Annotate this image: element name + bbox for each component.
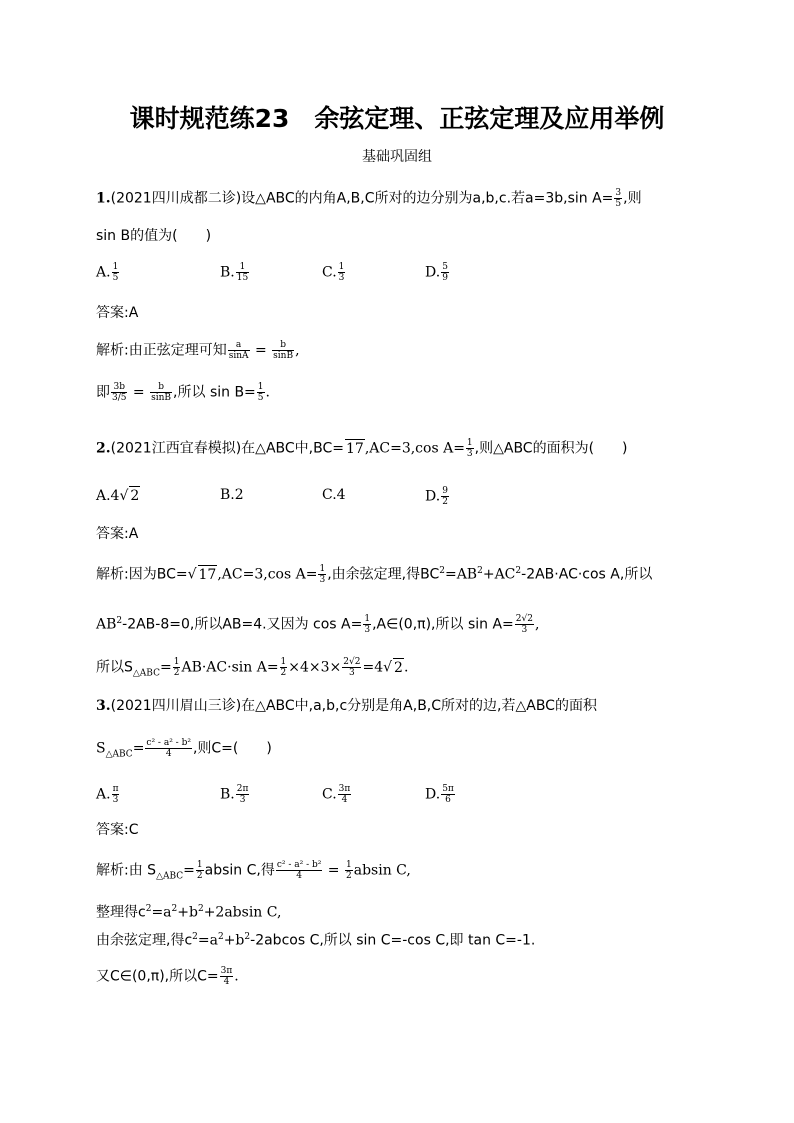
q2-option-c: C.4 xyxy=(322,487,346,503)
q3-explanation-line2: 整理得$c^2=a^2+b^2+2absin$ C, xyxy=(96,904,282,921)
q1-stem-end: ,则 xyxy=(623,190,642,207)
q1-option-d: D. $\frac{5}{9}$ xyxy=(425,262,448,283)
section-subtitle: 基础巩固组 xyxy=(362,149,432,165)
q1-option-c: C. $\frac{1}{3}$ xyxy=(322,262,345,283)
q1-answer: 答案:A xyxy=(96,305,139,321)
q3-explanation-line1: 解析:由 $S_{\triangle ABC}=$ $\frac{1}{2}$ absin C,得 $\frac{\text{c² - a² - b²}}{4}$ = $\frac{1}{2}$ absin C, xyxy=(96,860,411,882)
q1-stem-line1 xyxy=(96,188,642,209)
q3-stem-line2: $S_{\triangle ABC}=$ $\frac{\text{c² - a² - b²}}{4}$ ,则C=( ) xyxy=(96,738,272,760)
q1-stem-text: (2021四川成都二诊)设△ABC的内角A,B,C所对的边分别为a,b,c.若a=3b,sin A= xyxy=(110,190,614,207)
q3-option-c: C. $\frac{3\pi}{4}$ xyxy=(322,784,351,805)
page-title: 课时规范练23 余弦定理、正弦定理及应用举例 xyxy=(129,104,665,133)
q3-explanation-line3: 由余弦定理,得$c^2=a^2+b^2-2abcos$ C,所以 sin C=-cos C,即 tan C=-1. xyxy=(96,932,536,949)
q1-explanation-line2: 即 $\frac{3b}{3/5}$ = $\frac{b}{\sin B}$ ,所以 sin B= $\frac{1}{5}$ . xyxy=(96,382,270,403)
q1-stem-line2: sin B的值为( ) xyxy=(96,228,212,244)
q3-explanation-line4: 又C∈(0,π),所以C= $\frac{3\pi}{4}$ . xyxy=(96,966,239,987)
q2-explanation-line1: 解析:因为BC=√ 17,AC=3,cos A= $\frac{1}{3}$ ,由余弦定理,得$BC^2=AB^2+AC^2-2AB\cdot AC\cdot\cos$ A,所以 xyxy=(96,564,653,586)
q2-stem: 2.(2021江西宜春模拟)在△ABC中,BC= 17,AC=3,cos A= $\frac{1}{3}$ ,则△ABC的面积为( ) xyxy=(96,438,628,459)
q1-fraction: $\frac{3}{5}$ xyxy=(615,188,622,209)
q2-option-b: B.2 xyxy=(220,487,244,503)
q3-option-a: A. $\frac{\pi}{3}$ xyxy=(96,784,119,805)
q1-number: 1. xyxy=(96,190,111,207)
q1-option-b: B. $\frac{1}{15}$ xyxy=(220,262,249,283)
q3-option-b: B. $\frac{2\pi}{3}$ xyxy=(220,784,249,805)
q3-option-d: D. $\frac{5\pi}{6}$ xyxy=(425,784,454,805)
q3-answer: 答案:C xyxy=(96,822,139,838)
q1-explanation-line1: 解析:由正弦定理可知 $\frac{a}{\sin A}$ = $\frac{b}{\sin B}$ , xyxy=(96,340,300,361)
q2-option-d: D. $\frac{9}{2}$ xyxy=(425,486,448,507)
q2-answer: 答案:A xyxy=(96,526,139,542)
q2-explanation-line2: $AB^2-2AB-8=0$,所以AB=4.又因为 cos A= $\frac{1}{3}$ ,A∈(0,π),所以 sin A= $\frac{2√2}{3}$ , xyxy=(96,614,540,636)
q1-option-a: A. $\frac{1}{5}$ xyxy=(96,262,119,283)
q2-option-a: A.4√ 2 xyxy=(96,488,140,504)
q3-stem-line1: 3.(2021四川眉山三诊)在△ABC中,a,b,c分别是角A,B,C所对的边,若△ABC的面积 xyxy=(96,698,597,714)
q3-number: 3. xyxy=(96,698,111,714)
q2-number: 2. xyxy=(96,440,111,457)
sqrt-17: 17 xyxy=(345,440,364,457)
q2-explanation-line3: 所以$S_{\triangle ABC}=$ $\frac{1}{2}$ AB·AC·sin A= $\frac{1}{2}$ ×4×3× $\frac{2√2}{3}$ =4√ 2. xyxy=(96,657,409,679)
